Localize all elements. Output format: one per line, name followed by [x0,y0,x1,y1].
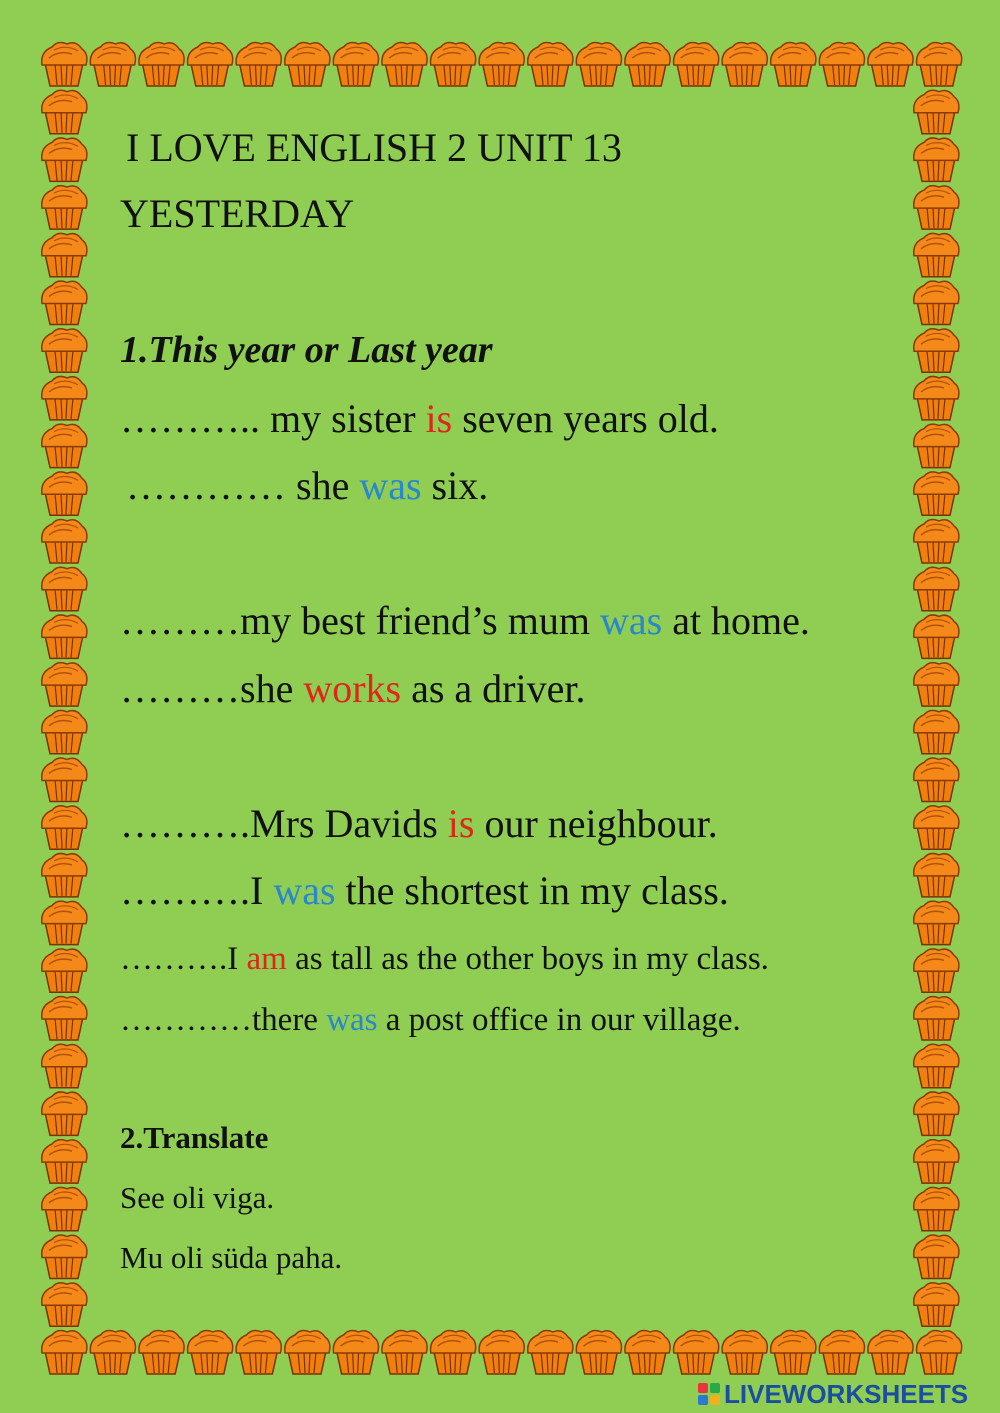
cupcake-icon [914,1044,959,1087]
cupcake-icon [42,1044,87,1087]
cupcake-icon [42,567,87,610]
sentence-text: seven years old. [452,396,719,441]
cupcake-icon [42,1187,87,1230]
cupcake-icon [42,472,87,515]
cupcake-icon [42,1235,87,1278]
cupcake-icon [236,43,281,86]
logo-text: LIVEWORKSHEETS [724,1378,969,1409]
logo-icon [698,1383,720,1405]
answer-blank[interactable]: ………… [120,1002,252,1038]
cupcake-icon [576,1331,621,1374]
translate-line: See oli viga. [120,1180,275,1215]
cupcake-icon [42,853,87,896]
cupcake-icon [914,853,959,896]
exercise-1-line [120,597,810,644]
exercise-1-heading: 1.This year or Last year [120,329,493,371]
cupcake-icon [236,1331,281,1374]
liveworksheets-logo [698,1378,968,1410]
sentence-text: as a driver. [401,666,586,711]
cupcake-icon [771,43,816,86]
cupcake-icon [42,281,87,324]
cupcake-icon [188,43,233,86]
answer-blank[interactable]: ……… [120,666,240,711]
answer-blank[interactable]: ………… [126,463,286,508]
cupcake-icon [42,329,87,372]
cupcake-icon [722,43,767,86]
answer-blank[interactable]: ………. [120,868,250,913]
highlighted-verb: was [326,1002,378,1038]
highlighted-verb: is [447,801,475,846]
cupcake-icon [914,424,959,467]
sentence-text: a post office in our village. [377,1002,741,1038]
cupcake-icon [42,901,87,944]
highlighted-verb: was [359,463,422,508]
sentence-text: our neighbour. [474,801,718,846]
cupcake-icon [42,424,87,467]
sentence-text: the shortest in my class. [335,868,729,913]
cupcake-icon [914,472,959,515]
translate-line: Mu oli süda paha. [120,1240,343,1275]
cupcake-icon [90,1331,135,1374]
cupcake-icon [914,1140,959,1183]
answer-blank[interactable]: ………. [120,941,228,977]
cupcake-icon [42,1092,87,1135]
cupcake-icon [42,1331,87,1374]
cupcake-icon [914,520,959,563]
exercise-1-line [120,665,585,712]
cupcake-icon [914,758,959,801]
cupcake-icon [674,1331,719,1374]
exercise-1-line [126,462,488,509]
cupcake-icon [914,663,959,706]
sentence-text: there [252,1002,327,1038]
cupcake-icon [914,90,959,133]
cupcake-icon [90,43,135,86]
page-title: I LOVE ENGLISH 2 UNIT 13 [126,125,622,170]
exercise-1-line [120,941,769,978]
sentence-text: Mrs Davids [250,801,448,846]
cupcake-icon [625,1331,670,1374]
cupcake-icon [528,1331,573,1374]
cupcake-icon [42,520,87,563]
cupcake-icon [42,1140,87,1183]
cupcake-icon [42,138,87,181]
sentence-text: she [286,463,360,508]
sentence-text: she [240,666,304,711]
cupcake-icon [285,1331,330,1374]
cupcake-icon [914,1283,959,1326]
cupcake-icon [42,997,87,1040]
cupcake-icon [868,43,913,86]
cupcake-icon [868,1331,913,1374]
answer-blank[interactable]: ………. [120,801,250,846]
cupcake-icon [576,43,621,86]
exercise-1-line [120,867,729,914]
cupcake-icon [528,43,573,86]
cupcake-icon [188,1331,233,1374]
cupcake-icon [771,1331,816,1374]
cupcake-icon [42,43,87,86]
cupcake-icon [382,1331,427,1374]
cupcake-icon [139,43,184,86]
cupcake-icon [722,1331,767,1374]
cupcake-icon [139,1331,184,1374]
cupcake-icon [42,376,87,419]
cupcake-icon [914,1092,959,1135]
page-subtitle: YESTERDAY [120,191,355,236]
cupcake-icon [42,949,87,992]
cupcake-icon [479,43,524,86]
cupcake-icon [914,1187,959,1230]
cupcake-icon [674,43,719,86]
cupcake-icon [914,329,959,372]
sentence-text: my best friend’s mum [240,598,600,643]
cupcake-icon [819,1331,864,1374]
cupcake-icon [333,43,378,86]
cupcake-icon [914,138,959,181]
cupcake-icon [914,997,959,1040]
cupcake-icon [382,43,427,86]
exercise-1-line [120,800,718,847]
cupcake-icon [914,806,959,849]
cupcake-icon [625,43,670,86]
cupcake-icon [914,1235,959,1278]
answer-blank[interactable]: ……… [120,598,240,643]
cupcake-icon [42,186,87,229]
exercise-2-heading: 2.Translate [120,1120,269,1155]
cupcake-icon [431,1331,476,1374]
cupcake-icon [917,1331,962,1374]
sentence-text: I [227,941,247,977]
cupcake-icon [914,615,959,658]
cupcake-icon [914,281,959,324]
cupcake-icon [914,376,959,419]
highlighted-verb: was [599,598,663,643]
cupcake-icon [42,1283,87,1326]
sentence-text: as tall as the other boys in my class. [286,941,769,977]
exercise-1-line [120,395,719,442]
highlighted-verb: is [425,396,453,441]
answer-blank[interactable]: ………. [120,396,250,441]
cupcake-icon [42,233,87,276]
cupcake-icon [42,615,87,658]
highlighted-verb: am [246,941,287,977]
cupcake-icon [42,710,87,753]
cupcake-icon [819,43,864,86]
cupcake-icon [914,233,959,276]
cupcake-icon [917,43,962,86]
cupcake-icon [42,90,87,133]
cupcake-icon [42,663,87,706]
cupcake-icon [431,43,476,86]
exercise-1-line [120,1002,741,1039]
cupcake-icon [285,43,330,86]
sentence-text: at home. [662,598,810,643]
highlighted-verb: was [273,868,336,913]
cupcake-icon [42,806,87,849]
cupcake-icon [914,710,959,753]
sentence-text: I [250,868,274,913]
sentence-text: six. [421,463,489,508]
cupcake-icon [914,901,959,944]
cupcake-icon [333,1331,378,1374]
cupcake-icon [479,1331,524,1374]
cupcake-icon [914,186,959,229]
sentence-text: . my sister [250,396,426,441]
cupcake-icon [42,758,87,801]
highlighted-verb: works [303,666,402,711]
cupcake-icon [914,949,959,992]
cupcake-icon [914,567,959,610]
